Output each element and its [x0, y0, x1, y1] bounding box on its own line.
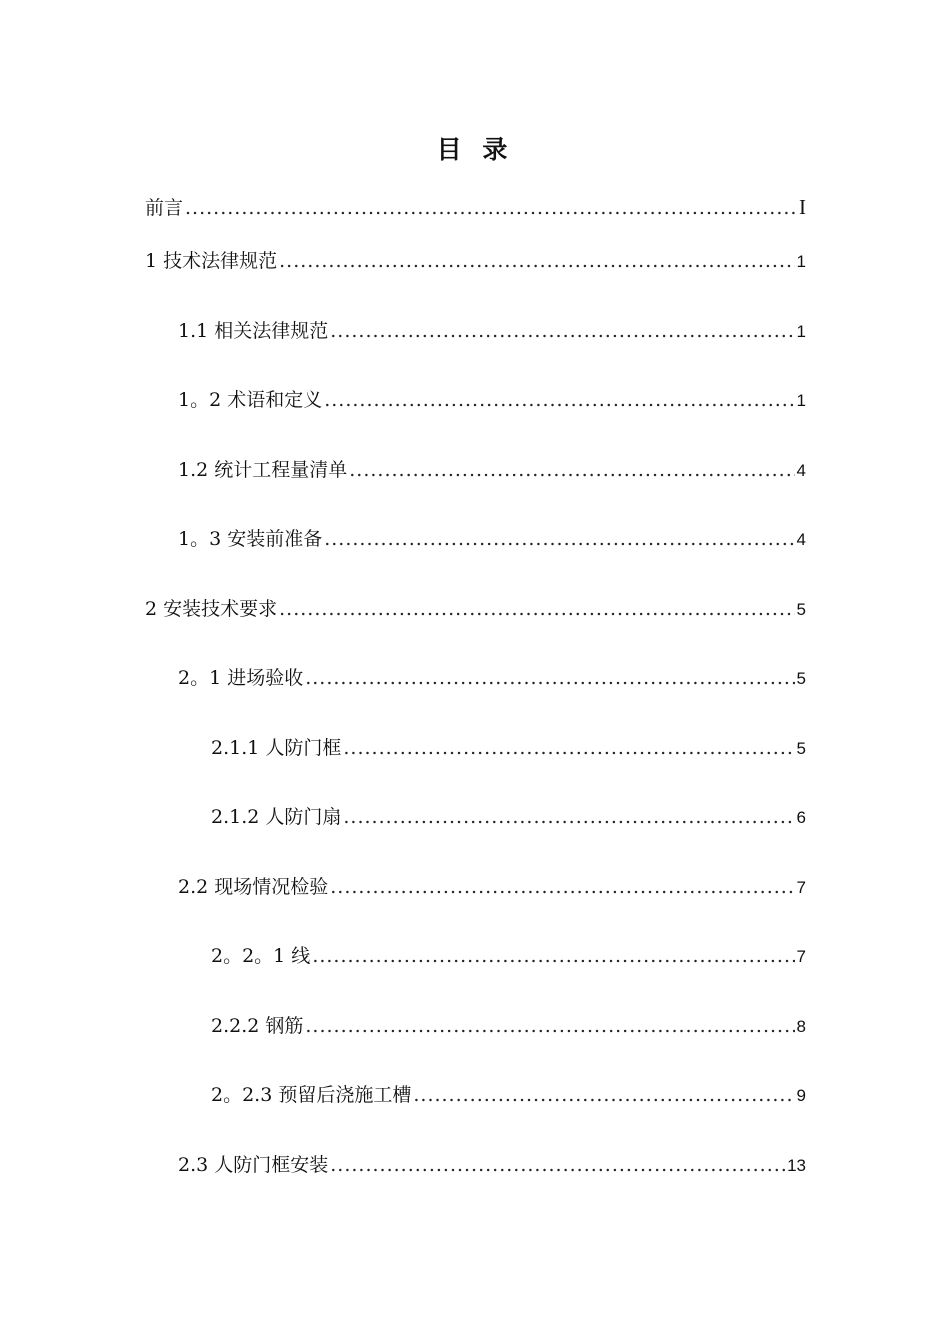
- toc-entry-2-2-1[interactable]: [211, 941, 806, 969]
- toc-entry-label: 1.2 统计工程量清单: [178, 459, 348, 481]
- toc-dot-leader: [330, 1154, 785, 1176]
- toc-dot-leader: [279, 598, 794, 620]
- toc-dot-leader: [330, 876, 794, 898]
- toc-dot-leader: [312, 945, 794, 967]
- toc-dot-leader: [305, 667, 794, 689]
- toc-dot-leader: [324, 389, 794, 411]
- toc-title: 目 录: [436, 135, 514, 164]
- toc-entry-2[interactable]: [145, 594, 806, 622]
- toc-entry-label: 1.1 相关法律规范: [178, 320, 329, 342]
- toc-entry-2-2-2[interactable]: [211, 1011, 806, 1039]
- toc-entry-page: 5: [796, 600, 806, 619]
- toc-entry-page: 7: [796, 947, 806, 966]
- toc-entry-page: 13: [787, 1156, 806, 1175]
- toc-entry-label: 2.1.1 人防门框: [211, 737, 342, 759]
- toc-dot-leader: [343, 806, 794, 828]
- toc-entry-1[interactable]: [145, 246, 806, 274]
- toc-entry-1-1[interactable]: [178, 316, 806, 344]
- toc-dot-leader: [349, 459, 794, 481]
- toc-entry-page: 4: [796, 461, 806, 480]
- toc-entry-1-2b[interactable]: [178, 455, 806, 483]
- toc-entry-page: 1: [796, 391, 806, 410]
- toc-entry-label: 2.2 现场情况检验: [178, 876, 329, 898]
- toc-entry-label: 前言: [145, 197, 184, 219]
- toc-dot-leader: [185, 197, 797, 219]
- toc-entry-label: 2。2。1 线: [211, 945, 311, 967]
- toc-entry-1-3[interactable]: [178, 524, 806, 552]
- toc-entry-preface[interactable]: [145, 193, 806, 221]
- toc-dot-leader: [279, 250, 794, 272]
- toc-entry-label: 1。2 术语和定义: [178, 389, 323, 411]
- toc-dot-leader: [305, 1015, 794, 1037]
- toc-entry-page: I: [799, 195, 806, 219]
- toc-entry-page: 1: [796, 322, 806, 341]
- toc-entry-label: 2 安装技术要求: [145, 598, 278, 620]
- toc-entry-2-2[interactable]: [178, 872, 806, 900]
- toc-entry-2-1-1[interactable]: [211, 733, 806, 761]
- toc-entry-label: 2.3 人防门框安装: [178, 1154, 329, 1176]
- toc-dot-leader: [413, 1084, 794, 1106]
- toc-entry-1-2a[interactable]: [178, 385, 806, 413]
- toc-entry-2-1-2[interactable]: [211, 802, 806, 830]
- toc-entry-label: 2.2.2 钢筋: [211, 1015, 304, 1037]
- toc-entry-label: 2.1.2 人防门扇: [211, 806, 342, 828]
- toc-entry-page: 4: [796, 530, 806, 549]
- toc-entry-label: 1 技术法律规范: [145, 250, 278, 272]
- toc-dot-leader: [324, 528, 794, 550]
- toc-entry-label: 2。2.3 预留后浇施工槽: [211, 1084, 412, 1106]
- toc-entry-page: 7: [796, 878, 806, 897]
- toc-entry-page: 5: [796, 669, 806, 688]
- toc-entry-label: 1。3 安装前准备: [178, 528, 323, 550]
- toc-entry-page: 9: [796, 1086, 806, 1105]
- toc-entry-2-1[interactable]: [178, 663, 806, 691]
- toc-entry-2-2-3[interactable]: [211, 1080, 806, 1108]
- toc-entry-label: 2。1 进场验收: [178, 667, 304, 689]
- toc-entry-page: 8: [796, 1017, 806, 1036]
- toc-entry-2-3[interactable]: [178, 1150, 806, 1178]
- toc-entry-page: 6: [796, 808, 806, 827]
- toc-entry-page: 5: [796, 739, 806, 758]
- toc-dot-leader: [330, 320, 794, 342]
- toc-entry-page: 1: [796, 252, 806, 271]
- toc-dot-leader: [343, 737, 794, 759]
